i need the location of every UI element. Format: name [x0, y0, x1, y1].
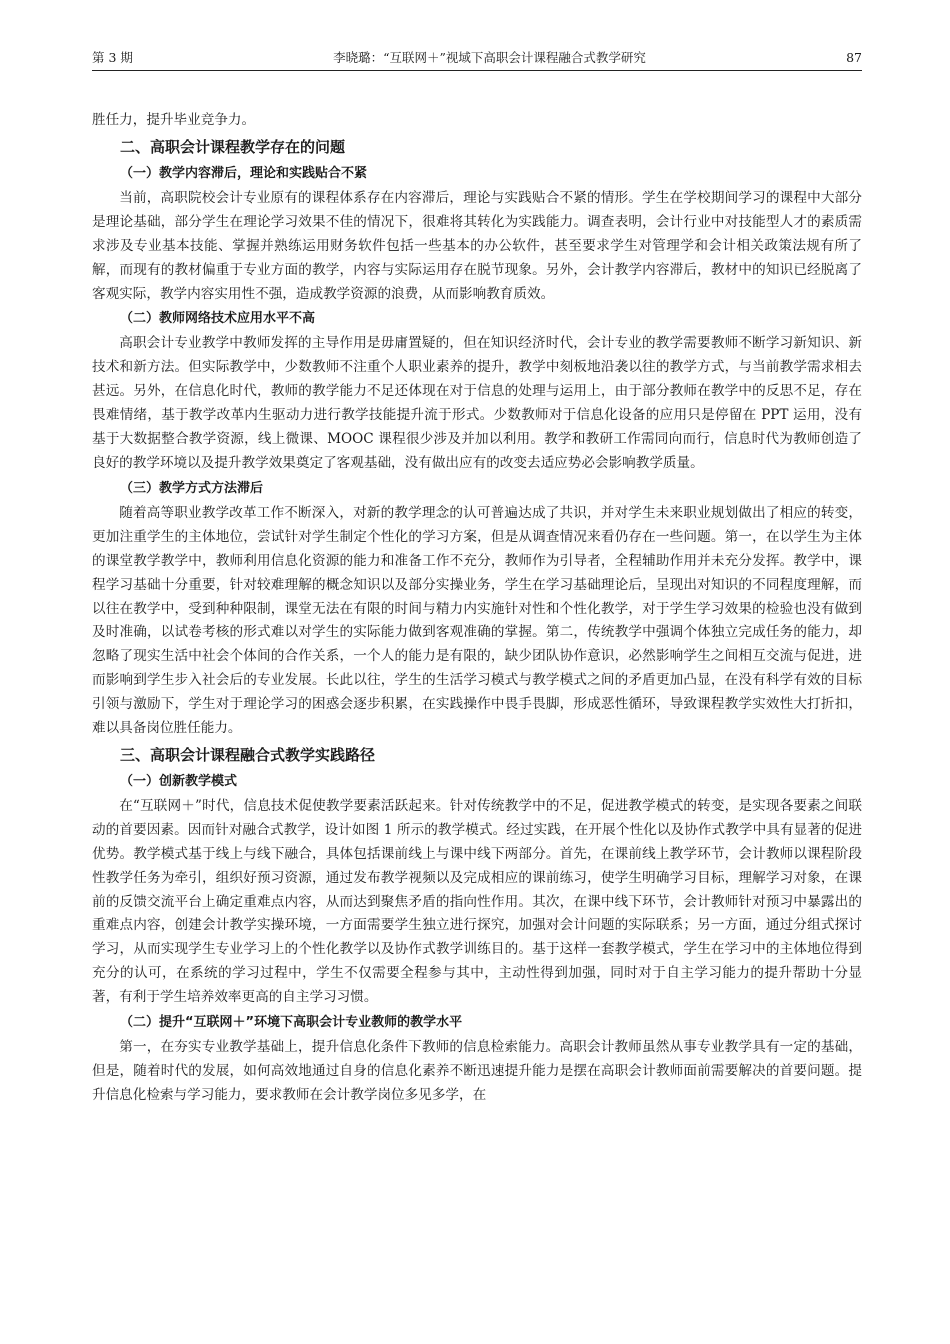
- paragraph-3-2: 第一，在夯实专业教学基础上，提升信息化条件下教师的信息检索能力。高职会计教师虽然从事专业教学具有一定的基础，但是，随着时代的发展，如何高效地通过自身的信息化素养不断迅速提升能力是摆在高职会计教师面前需要解决的首要问题。提升信息化检索与学习能力，要求教师在会计教学岗位多见多学，在: [92, 1039, 862, 1103]
- subsection-heading-2-2: （二）教师网络技术应用水平不高: [120, 311, 316, 327]
- section-heading-3: 三、高职会计课程融合式教学实践路径: [120, 745, 376, 764]
- paragraph-2-2: 高职会计专业教学中教师发挥的主导作用是毋庸置疑的，但在知识经济时代，会计专业的教学需要教师不断学习新知识、新技术和新方法。但实际教学中，少数教师不注重个人职业素养的提升，教学中刻板地沿袭以往的教学方式，与当前教学需求相去甚远。另外，在信息化时代，教师的教学能力不足还体现在对于信息的处理与运用上，由于部分教师在教学中的反思不足，存在畏难情绪，基于教学改革内生驱动力进行教学技能提升流于形式。少数教师对于信息化设备的应用只是停留在 PPT 运用，没有基于大数据整合教学资源，线上微课、MOOC 课程很少涉及并加以利用。教学和教研工作需同向而行，信息时代为教师创造了良好的教学环境以及提升教学效果奠定了客观基础，没有做出应有的改变去适应势必会影响教学质量。: [92, 335, 862, 471]
- paragraph-2-1: 当前，高职院校会计专业原有的课程体系存在内容滞后，理论与实践贴合不紧的情形。学生在学校期间学习的课程中大部分是理论基础，部分学生在理论学习效果不佳的情况下，很难将其转化为实践能力。调查表明，会计行业中对技能型人才的素质需求涉及专业基本技能、掌握并熟练运用财务软件包括一些基本的办公软件，甚至要求学生对管理学和会计相关政策法规有所了解，而现有的教材偏重于专业方面的教学，内容与实际运用存在脱节现象。另外，会计教学内容滞后，教材中的知识已经脱离了客观实际，教学内容实用性不强，造成教学资源的浪费，从而影响教育质效。: [92, 189, 862, 302]
- subsection-heading-2-1: （一）教学内容滞后，理论和实践贴合不紧: [120, 165, 368, 181]
- paragraph-3-1: 在“互联网＋”时代，信息技术促使教学要素活跃起来。针对传统教学中的不足，促进教学模式的转变，是实现各要素之间联动的首要因素。因而针对融合式教学，设计如图 1 所示的教学模式。经过实践，在开展个性化以及协作式教学中具有显著的促进优势。教学模式基于线上与线下融合，具体包括课前线上与课中线下两部分。首先，在课前线上教学环节，会计教师以课程阶段性教学任务为牵引，组织好预习资源，通过发布教学视频以及完成相应的课前练习，使学生明确学习目标，理解学习对象，在课前的反馈交流平台上确定重难点内容，从而达到聚焦矛盾的指向性作用。其次，在课中线下环节，会计教师针对预习中暴露出的重难点内容，创建会计教学实操环境，一方面需要学生独立进行探究，加强对会计问题的实际联系；另一方面，通过分组式探讨学习，从而实现学生专业学习上的个性化教学以及协作式教学训练目的。基于这样一套教学模式，学生在学习中的主体地位得到充分的认可，在系统的学习过程中，学生不仅需要全程参与其中，主动性得到加强，同时对于自主学习能力的提升帮助十分显著，有利于学生培养效率更高的自主学习习惯。: [92, 797, 862, 1006]
- subsection-heading-3-2: （二）提升“互联网＋”环境下高职会计专业教师的教学水平: [120, 1015, 463, 1031]
- page-number: 87: [846, 50, 862, 65]
- paragraph-continuation: 胜任力，提升毕业竞争力。: [92, 112, 256, 128]
- subsection-heading-3-1: （一）创新教学模式: [120, 773, 238, 789]
- article-body: [92, 109, 862, 1108]
- running-title: 李晓璐：“互联网＋”视域下高职会计课程融合式教学研究: [333, 50, 646, 65]
- paragraph-2-3: 随着高等职业教学改革工作不断深入，对新的教学理念的认可普遍达成了共识，并对学生未来职业规划做出了相应的转变，更加注重学生的主体地位，尝试针对学生制定个性化的学习方案，但是从调查情况来看仍存在一些问题。第一，在以学生为主体的课堂教学教学中，教师利用信息化资源的能力和准备工作不充分，教师作为引导者，全程辅助作用并未充分发挥。教学中，课程学习基础十分重要，针对较难理解的概念知识以及部分实操业务，学生在学习基础理论后，呈现出对知识的不同程度理解，而以往在教学中，受到种种限制，课堂无法在有限的时间与精力内实施针对性和个性化教学，对于学生学习效果的检验也没有做到及时准确，以试卷考核的形式难以对学生的实际能力做到客观准确的掌握。第二，传统教学中强调个体独立完成任务的能力，却忽略了现实生活中社会个体间的合作关系，一个人的能力是有限的，缺少团队协作意识，必然影响学生之间相互交流与促进，进而影响到学生步入社会后的专业发展。长此以往，学生的生活学习模式与教学模式之间的矛盾更加凸显，在没有科学有效的目标引领与激励下，学生对于理论学习的困惑会逐步积累，在实践操作中畏手畏脚，形成恶性循环，导致课程教学实效性大打折扣，难以具备岗位胜任能力。: [92, 504, 862, 737]
- section-heading-2: 二、高职会计课程教学存在的问题: [120, 137, 346, 156]
- subsection-heading-2-3: （三）教学方式方法滞后: [120, 480, 264, 496]
- running-header: [92, 48, 862, 71]
- issue-label: 第 3 期: [92, 50, 133, 65]
- journal-page: [92, 48, 862, 1108]
